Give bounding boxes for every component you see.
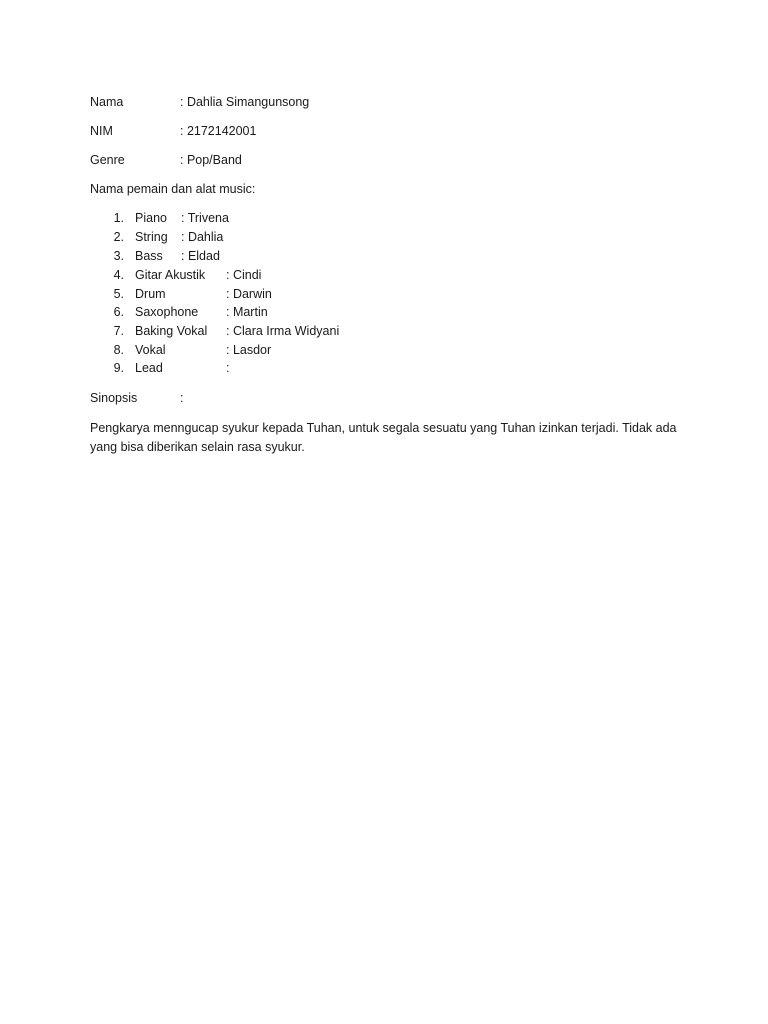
list-player: : Cindi [226,268,262,282]
list-instrument: Saxophone [135,305,199,319]
list-player: : Clara Irma Widyani [226,324,340,338]
list-number: 9. [113,361,124,375]
list-player: : Trivena [181,211,229,225]
list-instrument: Baking Vokal [135,324,208,338]
list-player: : Darwin [226,287,272,301]
list-player: : Lasdor [226,343,272,357]
list-player: : Martin [226,305,268,319]
field-value-nama: : Dahlia Simangunsong [180,95,310,109]
list-instrument: Vokal [135,343,166,357]
list-number: 3. [113,249,124,263]
list-player: : [226,361,230,375]
list-number: 6. [113,305,124,319]
list-instrument: Gitar Akustik [135,268,206,282]
list-instrument: Bass [135,249,163,263]
synopsis-text: Pengkarya menngucap syukur kepada Tuhan, untuk segala sesuatu yang Tuhan izinkan terjadi. Tidak ada yang bisa diberikan selain rasa syukur. [90,421,677,454]
field-label-genre: Genre [90,153,125,167]
list-instrument: Drum [135,287,166,301]
synopsis-colon: : [180,391,184,405]
list-number: 8. [113,343,124,357]
list-number: 4. [113,268,124,282]
list-instrument: Lead [135,361,163,375]
list-number: 7. [113,324,124,338]
field-label-nim: NIM [90,124,113,138]
list-number: 1. [113,211,124,225]
field-label-nama: Nama [90,95,124,109]
list-player: : Eldad [181,249,220,263]
list-instrument: String [135,230,168,244]
list-instrument: Piano [135,211,167,225]
list-player: : Dahlia [181,230,224,244]
list-number: 5. [113,287,124,301]
players-heading: Nama pemain dan alat music: [90,182,256,196]
list-number: 2. [113,230,124,244]
field-value-nim: : 2172142001 [180,124,257,138]
synopsis-label: Sinopsis [90,391,138,405]
field-value-genre: : Pop/Band [180,153,242,167]
